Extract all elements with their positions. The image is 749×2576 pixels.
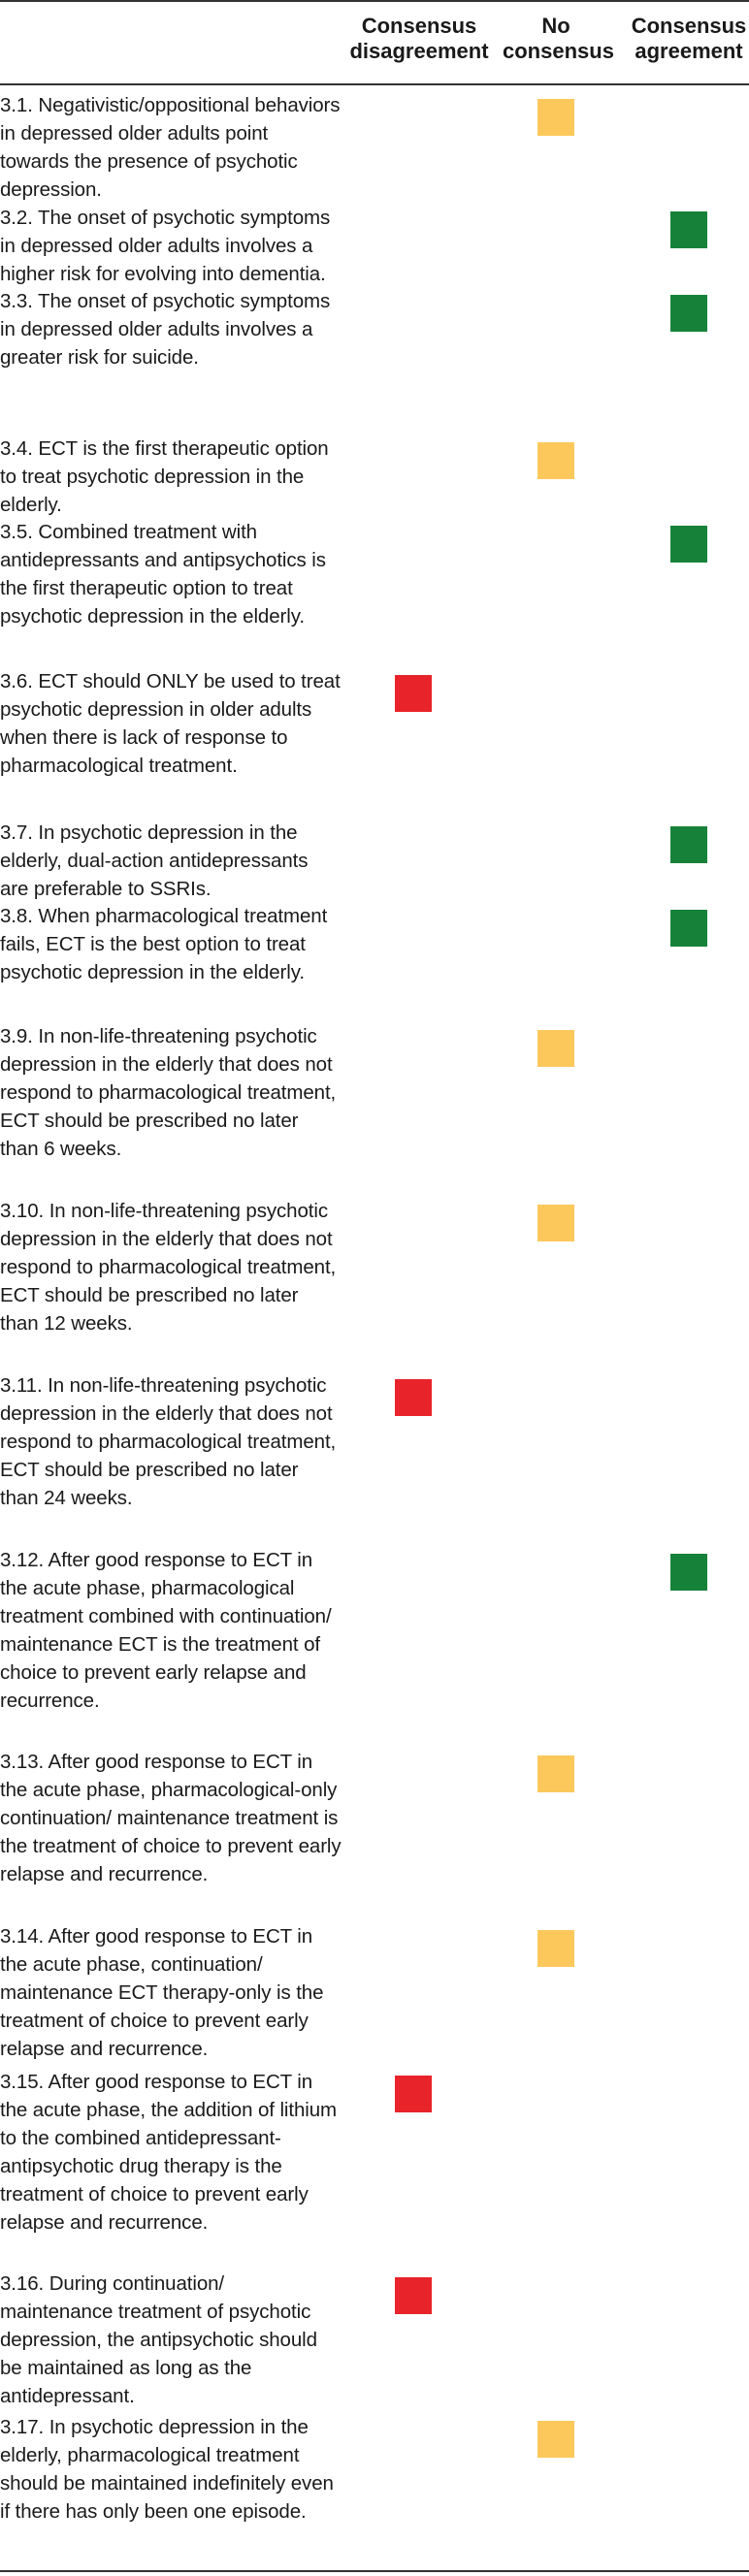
top-rule: [0, 0, 749, 2]
statement-text: 3.9. In non-life-threatening psychotic depression in the elderly that does not respond to pharmacological treatment, ECT should be prescribed no later than 6 weeks.: [0, 1025, 337, 1160]
result-marker-no-consensus: [537, 2421, 574, 2458]
statement-text: 3.2. The onset of psychotic symptoms in depressed older adults involves a higher risk for evolving into dementia.: [0, 207, 331, 285]
statement-text: 3.14. After good response to ECT in the acute phase, continuation/ maintenance ECT therapy-only is the treatment of choice to prevent early relapse and recurrence.: [0, 1925, 324, 2060]
statement-text: 3.13. After good response to ECT in the acute phase, pharmacological-only continuation/ maintenance treatment is the treatment of choice to prevent early relapse and recurrence.: [0, 1751, 342, 1885]
header-rule: [0, 83, 749, 85]
result-marker-agreement: [670, 526, 707, 563]
result-marker-disagreement: [395, 675, 432, 712]
statement-text: 3.5. Combined treatment with antidepressants and antipsychotics is the first therapeutic option to treat psychotic depression in the elderly.: [0, 521, 326, 628]
result-marker-agreement: [670, 211, 707, 248]
bottom-rule: [0, 2570, 749, 2572]
result-marker-agreement: [670, 826, 707, 863]
statement-text: 3.4. ECT is the first therapeutic option to treat psychotic depression in the elderly.: [0, 437, 329, 516]
result-marker-no-consensus: [537, 1205, 574, 1241]
statement-text: 3.16. During continuation/ maintenance treatment of psychotic depression, the antipsychotic should be maintained as long as the antidepressant.: [0, 2272, 317, 2407]
statement-text: 3.10. In non-life-threatening psychotic depression in the elderly that does not respond to pharmacological treatment, ECT should be prescribed no later than 12 weeks.: [0, 1200, 337, 1335]
result-marker-disagreement: [395, 2076, 432, 2112]
result-marker-no-consensus: [537, 1030, 574, 1067]
statement-text: 3.7. In psychotic depression in the elderly, dual-action antidepressants are preferable to SSRIs.: [0, 821, 309, 900]
statement-text: 3.6. ECT should ONLY be used to treat psychotic depression in older adults when there is lack of response to pharmacological treatment.: [0, 670, 341, 777]
result-marker-agreement: [670, 1554, 707, 1591]
header-consensus-agreement: Consensus agreement: [631, 14, 747, 63]
header-consensus-disagreement: Consensus disagreement: [349, 14, 489, 63]
statement-text: 3.1. Negativistic/oppositional behaviors in depressed older adults point towards the presence of psychotic depression.: [0, 94, 341, 201]
statement-text: 3.3. The onset of psychotic symptoms in depressed older adults involves a greater risk for suicide.: [0, 290, 331, 369]
result-marker-no-consensus: [537, 1755, 574, 1792]
result-marker-no-consensus: [537, 442, 574, 479]
result-marker-agreement: [670, 295, 707, 332]
statement-text: 3.8. When pharmacological treatment fails, ECT is the best option to treat psychotic depression in the elderly.: [0, 905, 328, 983]
result-marker-agreement: [670, 910, 707, 947]
result-marker-disagreement: [395, 1379, 432, 1416]
result-marker-disagreement: [395, 2277, 432, 2314]
statement-text: 3.15. After good response to ECT in the acute phase, the addition of lithium to the combined antidepressant-antipsychotic drug therapy is the treatment of choice to prevent early relapse and recurrence.: [0, 2071, 338, 2234]
statement-text: 3.17. In psychotic depression in the elderly, pharmacological treatment should be maintained indefinitely even if there has only been one episode.: [0, 2416, 334, 2523]
statement-text: 3.12. After good response to ECT in the acute phase, pharmacological treatment combined with continuation/ maintenance ECT is the treatment of choice to prevent early relapse and recurrence.: [0, 1549, 332, 1712]
header-no-consensus: No consensus: [503, 14, 614, 63]
statement-text: 3.11. In non-life-threatening psychotic depression in the elderly that does not respond to pharmacological treatment, ECT should be prescribed no later than 24 weeks.: [0, 1374, 337, 1509]
result-marker-no-consensus: [537, 99, 574, 136]
result-marker-no-consensus: [537, 1930, 574, 1967]
